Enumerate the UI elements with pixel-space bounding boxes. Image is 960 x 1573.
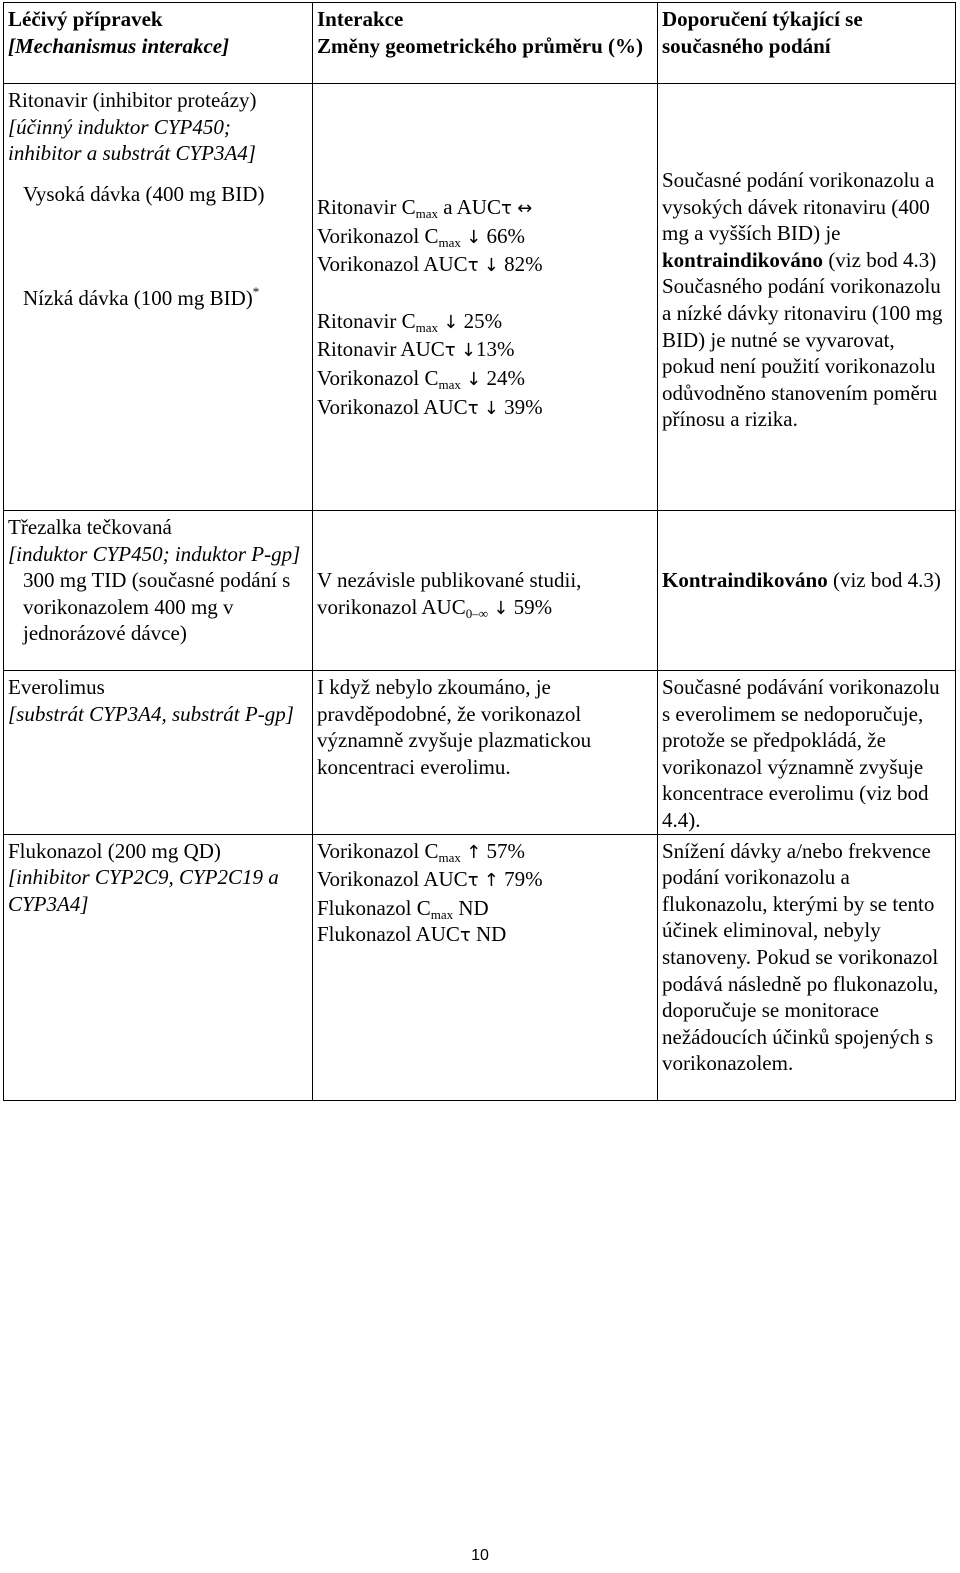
effect-text: ND [470, 922, 507, 947]
effect-text: Flukonazol AUC [317, 922, 460, 947]
down-arrow-icon: ↓ [493, 597, 509, 619]
fluconazole-recommendation-cell [658, 834, 956, 1100]
row-everolimus [4, 671, 956, 835]
tau-symbol: τ [500, 198, 512, 219]
interaction-table [3, 2, 956, 1101]
st-johns-effect [317, 567, 653, 622]
row-st-johns-wort [4, 511, 956, 671]
both-arrow-icon: ↔ [517, 198, 533, 219]
effect-text: Vorikonazol AUC [317, 252, 468, 277]
effect-text: Flukonazol C [317, 895, 431, 920]
ritonavir-name: Ritonavir (inhibitor proteázy) [8, 88, 257, 112]
effect-text: Vorikonazol AUC [317, 394, 468, 419]
effect-text: Ritonavir C [317, 308, 416, 333]
fluconazole-name: Flukonazol (200 mg QD) [8, 838, 221, 863]
ritonavir-mechanism: [účinný induktor CYP450; inhibitor a substrát CYP3A4] [8, 114, 256, 166]
effect-text: 82% [498, 252, 543, 277]
effect-text: Vorikonazol C [317, 223, 439, 248]
everolimus-recommendation-cell [658, 671, 956, 835]
tau-symbol: τ [467, 870, 479, 892]
effect-text: 79% [498, 867, 543, 892]
everolimus-mechanism: [substrát CYP3A4, substrát P-gp] [8, 701, 294, 726]
effect-line [317, 866, 653, 895]
effect-line [317, 223, 653, 252]
effect-line [317, 336, 653, 365]
effect-sub: max [415, 319, 438, 335]
everolimus-drug-cell [4, 671, 313, 835]
ritonavir-drug-cell [4, 84, 313, 511]
header-drug [4, 3, 313, 84]
header-geomean: Změny geometrického průměru (%) [317, 33, 644, 58]
ritonavir-high-dose: Vysoká dávka (400 mg BID) [23, 181, 265, 206]
everolimus-effect: I když nebylo zkoumáno, je pravděpodobné, že vorikonazol významně zvyšuje plazmatickou koncentraci everolimu. [317, 675, 592, 779]
header-row [4, 3, 956, 84]
header-interaction-title: Interakce [317, 7, 404, 31]
ritonavir-rec-low: Současného podání vorikonazolu a nízké dávky ritonaviru (100 mg BID) je nutné se vyvarovat, pokud není použití vorikonazolu odůvodněno stanovením poměru přínosu a rizika. [662, 274, 943, 432]
effect-text: Vorikonazol AUC [317, 867, 468, 892]
st-johns-dose: 300 mg TID (současné podání s vorikonazolem 400 mg v jednorázové dávce) [23, 568, 291, 646]
effect-text: 24% [481, 365, 526, 390]
effect-text: Vorikonazol C [317, 838, 439, 863]
tau-symbol: τ [467, 397, 479, 419]
effect-text: 13% [475, 337, 515, 362]
ritonavir-low-effects [317, 308, 653, 422]
effect-text: V nezávisle publikované studii, vorikonazol AUC [317, 568, 582, 619]
page-number: 10 [471, 1547, 489, 1564]
row-fluconazole [4, 834, 956, 1100]
down-arrow-icon: ↓ [460, 340, 476, 362]
fluconazole-mechanism: [inhibitor CYP2C9, CYP2C19 a CYP3A4] [8, 865, 279, 916]
everolimus-rec: Současné podávání vorikonazolu s everolimem se nedoporučuje, protože se předpokládá, že vorikonazol významně zvyšuje koncentrace everolimu (viz bod 4.4). [662, 675, 940, 832]
effect-sub: max [438, 849, 461, 865]
down-arrow-icon: ↓ [466, 226, 482, 248]
everolimus-name: Everolimus [8, 675, 105, 699]
ritonavir-recommendation-cell [658, 84, 956, 511]
effect-text: Ritonavir C [317, 195, 416, 219]
down-arrow-icon: ↓ [443, 311, 459, 333]
effect-text: 59% [508, 594, 553, 619]
effect-text: ND [453, 895, 489, 920]
effect-sub: max [438, 376, 461, 392]
effect-text: a AUC [437, 195, 501, 219]
effect-line [317, 194, 653, 223]
effect-line [317, 921, 653, 950]
down-arrow-icon: ↓ [483, 255, 499, 277]
effect-line [317, 394, 653, 423]
effect-line [317, 838, 653, 867]
effect-sub: max [430, 906, 454, 922]
effect-text: 39% [498, 394, 543, 419]
up-arrow-icon: ↑ [466, 841, 482, 863]
fluconazole-drug-cell [4, 834, 313, 1100]
st-johns-effect-cell [313, 511, 658, 671]
ritonavir-low-dose-line [8, 285, 308, 312]
header-drug-title: Léčivý přípravek [8, 7, 163, 31]
effect-line [317, 308, 653, 337]
tau-symbol: τ [444, 340, 456, 362]
rec-text: (viz bod 4.3) [823, 247, 937, 272]
header-recommendation [658, 3, 956, 84]
header-recommendation-title: Doporučení týkající se současného podání [662, 7, 863, 58]
effect-text: Ritonavir AUC [317, 337, 445, 362]
down-arrow-icon: ↓ [466, 368, 482, 390]
rec-bold: kontraindikováno [662, 247, 824, 272]
rec-text: Současné podání vorikonazolu a vysokých dávek ritonaviru (400 mg a vyšších BID) je [662, 168, 935, 246]
effect-text: 66% [481, 223, 526, 248]
everolimus-effect-cell [313, 671, 658, 835]
effect-text: 57% [481, 838, 526, 863]
tau-symbol: τ [467, 255, 479, 277]
st-johns-mechanism: [induktor CYP450; induktor P-gp] [8, 541, 301, 566]
ritonavir-effect-cell [313, 84, 658, 511]
effect-sub: 0–∞ [465, 605, 489, 621]
ritonavir-low-dose: Nízká dávka (100 mg BID) [23, 286, 253, 311]
ritonavir-high-effects [317, 194, 653, 280]
st-johns-recommendation-cell [658, 511, 956, 671]
effect-sub: max [415, 206, 438, 221]
up-arrow-icon: ↑ [483, 870, 499, 892]
ritonavir-rec-high [662, 167, 951, 273]
rec-text: (viz bod 4.3) [827, 568, 941, 592]
effect-line [317, 365, 653, 394]
row-ritonavir [4, 84, 956, 511]
fluconazole-effect-cell [313, 834, 658, 1100]
effect-line [317, 251, 653, 280]
st-johns-name: Třezalka tečkovaná [8, 515, 172, 539]
effect-line [317, 895, 653, 922]
st-johns-rec [662, 567, 951, 594]
st-johns-drug-cell [4, 511, 313, 671]
rec-bold: Kontraindikováno [662, 568, 828, 592]
ritonavir-low-dose-mark: * [252, 284, 260, 300]
effect-text: Vorikonazol C [317, 365, 439, 390]
effect-sub: max [438, 234, 461, 250]
fluconazole-rec: Snížení dávky a/nebo frekvence podání vorikonazolu a flukonazolu, kterými by se tento účinek eliminoval, nebyly stanoveny. Pokud se vorikonazol podává následně po flukonazolu, doporučuje se monitorace nežádoucích účinků spojených s vorikonazolem. [662, 838, 939, 1076]
header-interaction [313, 3, 658, 84]
effect-text: 25% [458, 308, 503, 333]
down-arrow-icon: ↓ [483, 397, 499, 419]
tau-symbol: τ [459, 925, 471, 947]
header-mechanism: [Mechanismus interakce] [8, 33, 230, 58]
